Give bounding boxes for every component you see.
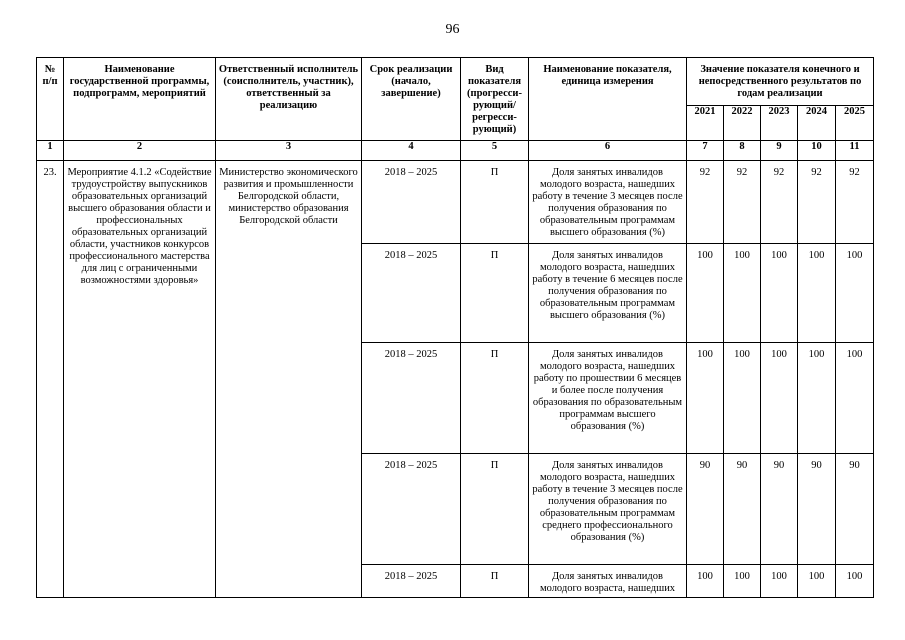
value-cell: 100 — [836, 244, 874, 343]
measure-name: Мероприятие 4.1.2 «Содействие трудоустройству выпускников образовательных организаций высшего образования области и профессиональных образовательных организаций области, участников конкурсов профессионального мастерства для лиц с ограниченными возможностями здоровья» — [64, 161, 216, 598]
value-cell: 100 — [724, 565, 761, 598]
value-cell: 100 — [798, 565, 836, 598]
column-number: 8 — [724, 141, 761, 161]
type-cell: П — [461, 161, 529, 244]
value-cell: 100 — [836, 343, 874, 454]
column-number: 4 — [362, 141, 461, 161]
value-cell: 100 — [687, 343, 724, 454]
value-cell: 100 — [687, 565, 724, 598]
responsible-executor: Министерство экономического развития и промышленности Белгородской области, министерство образования Белгородской области — [216, 161, 362, 598]
type-cell: П — [461, 565, 529, 598]
value-cell: 92 — [687, 161, 724, 244]
column-number: 3 — [216, 141, 362, 161]
header-year: 2023 — [761, 106, 798, 141]
period-cell: 2018 – 2025 — [362, 454, 461, 565]
value-cell: 90 — [836, 454, 874, 565]
header-executor: Ответственный исполнитель (соисполнитель, участник), ответственный за реализацию — [216, 58, 362, 141]
period-cell: 2018 – 2025 — [362, 565, 461, 598]
column-number: 2 — [64, 141, 216, 161]
value-cell: 100 — [798, 244, 836, 343]
type-cell: П — [461, 244, 529, 343]
header-year: 2022 — [724, 106, 761, 141]
value-cell: 90 — [761, 454, 798, 565]
column-number: 11 — [836, 141, 874, 161]
column-number: 10 — [798, 141, 836, 161]
value-cell: 100 — [724, 343, 761, 454]
value-cell: 100 — [724, 244, 761, 343]
column-number: 5 — [461, 141, 529, 161]
indicator-name: Доля занятых инвалидов молодого возраста, нашедших работу в течение 3 месяцев после получения образования по образовательным программам высшего образования (%) — [529, 161, 687, 244]
results-table — [36, 57, 874, 598]
header-indicator: Наименование показателя, единица измерения — [529, 58, 687, 141]
value-cell: 100 — [761, 343, 798, 454]
value-cell: 92 — [761, 161, 798, 244]
value-cell: 100 — [761, 244, 798, 343]
value-cell: 90 — [798, 454, 836, 565]
value-cell: 92 — [836, 161, 874, 244]
value-cell: 90 — [687, 454, 724, 565]
value-cell: 92 — [724, 161, 761, 244]
header-values: Значение показателя конечного и непосредственного результатов по годам реализации — [687, 58, 874, 106]
period-cell: 2018 – 2025 — [362, 161, 461, 244]
value-cell: 100 — [798, 343, 836, 454]
value-cell: 90 — [724, 454, 761, 565]
column-number: 9 — [761, 141, 798, 161]
period-cell: 2018 – 2025 — [362, 343, 461, 454]
header-year: 2024 — [798, 106, 836, 141]
page-number: 96 — [445, 22, 460, 37]
header-period: Срок реализации (начало, завершение) — [362, 58, 461, 141]
type-cell: П — [461, 343, 529, 454]
header-year: 2025 — [836, 106, 874, 141]
period-cell: 2018 – 2025 — [362, 244, 461, 343]
value-cell: 92 — [798, 161, 836, 244]
indicator-name: Доля занятых инвалидов молодого возраста, нашедших работу в течение 6 месяцев после получения образования по образовательным программам высшего образования (%) — [529, 244, 687, 343]
value-cell: 100 — [836, 565, 874, 598]
value-cell: 100 — [761, 565, 798, 598]
indicator-name: Доля занятых инвалидов молодого возраста, нашедших работу по прошествии 6 месяцев и более после получения образования по образовательным программам высшего образования (%) — [529, 343, 687, 454]
type-cell: П — [461, 454, 529, 565]
header-num: № п/п — [37, 58, 64, 141]
table-row — [37, 161, 874, 244]
header-type: Вид показателя (прогресси-рующий/ регресси-рующий) — [461, 58, 529, 141]
row-number: 23. — [37, 161, 64, 598]
header-year: 2021 — [687, 106, 724, 141]
column-number: 7 — [687, 141, 724, 161]
indicator-name: Доля занятых инвалидов молодого возраста, нашедших работу в течение 3 месяцев после получения образования по образовательным программам среднего профессионального образования (%) — [529, 454, 687, 565]
column-number: 1 — [37, 141, 64, 161]
header-name: Наименование государственной программы, подпрограмм, мероприятий — [64, 58, 216, 141]
indicator-name: Доля занятых инвалидов молодого возраста, нашедших — [529, 565, 687, 598]
value-cell: 100 — [687, 244, 724, 343]
column-number: 6 — [529, 141, 687, 161]
